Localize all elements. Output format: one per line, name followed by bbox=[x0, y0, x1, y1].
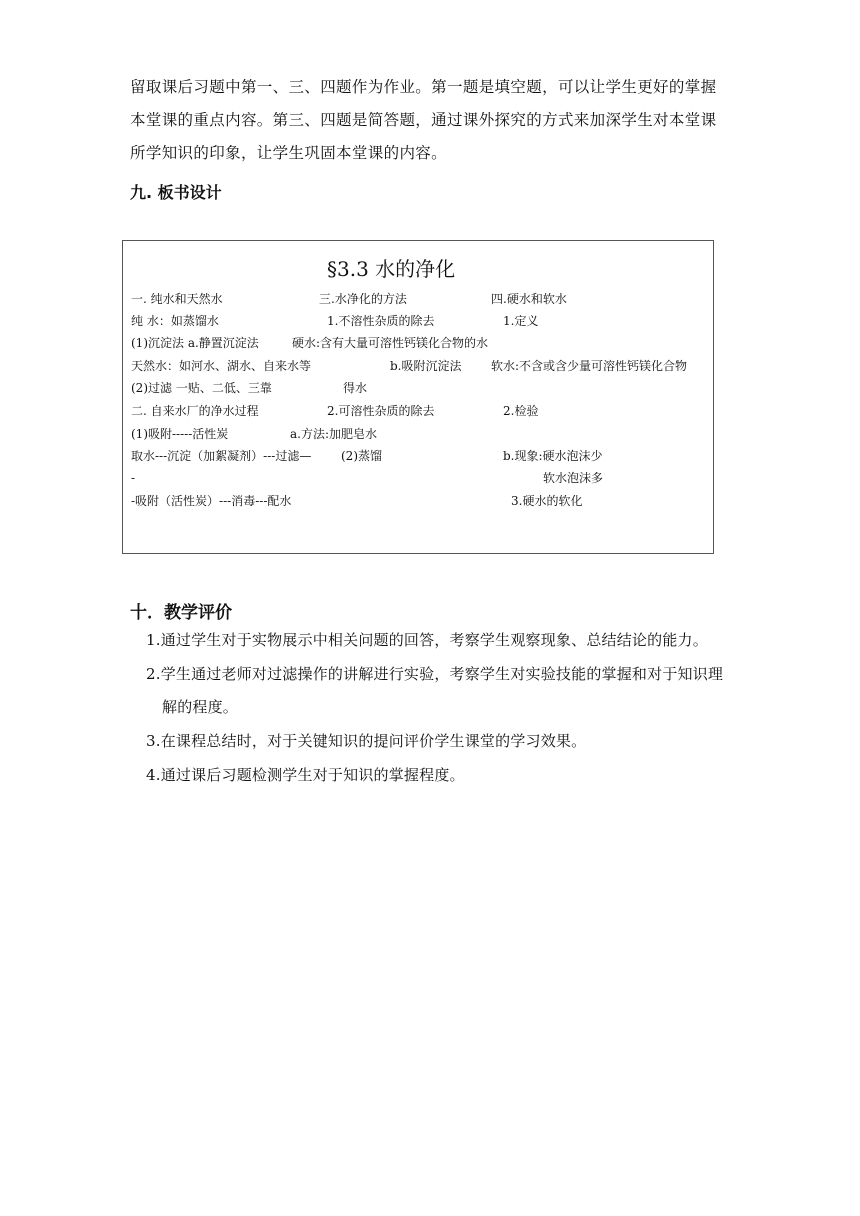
section-heading-teaching-evaluation: 十．教学评价 bbox=[130, 603, 232, 623]
board-line: 软水:不含或含少量可溶性钙镁化合物 bbox=[491, 359, 688, 373]
board-line: (1)吸附-----活性炭 bbox=[131, 427, 229, 441]
evaluation-item-text: 2.学生通过老师对过滤操作的讲解进行实验，考察学生对实验技能的掌握和对于知识理解的程度。 bbox=[146, 665, 724, 716]
board-line: 3.硬水的软化 bbox=[511, 494, 583, 508]
section-heading-board-design: 九. 板书设计 bbox=[130, 183, 222, 202]
board-line: b.现象:硬水泡沫少 bbox=[503, 449, 603, 463]
board-line: 二. 自来水厂的净水过程 bbox=[131, 404, 259, 418]
board-line: 取水---沉淀（加絮凝剂）---过滤— bbox=[131, 449, 312, 463]
board-line: 得水 bbox=[343, 381, 368, 395]
board-line: (2)过滤 一贴、二低、三靠 bbox=[131, 381, 272, 395]
board-line: 1.不溶性杂质的除去 bbox=[327, 314, 435, 328]
board-line: -吸附（活性炭）---消毒---配水 bbox=[131, 494, 292, 508]
board-line: 2.检验 bbox=[503, 404, 539, 418]
board-line: (2)蒸馏 bbox=[341, 449, 382, 463]
evaluation-item: 3.在课程总结时，对于关键知识的提问评价学生课堂的学习效果。 bbox=[146, 732, 587, 750]
evaluation-item bbox=[146, 658, 736, 724]
board-line: 四.硬水和软水 bbox=[491, 292, 567, 306]
board-line: 天然水：如河水、湖水、自来水等 bbox=[131, 359, 312, 373]
blackboard-design-box bbox=[122, 240, 714, 554]
board-line: b.吸附沉淀法 bbox=[390, 359, 462, 373]
intro-paragraph: 留取课后习题中第一、三、四题作为作业。第一题是填空题，可以让学生更好的掌握本堂课的重点内容。第三、四题是简答题，通过课外探究的方式来加深学生对本堂课所学知识的印象，让学生巩固本堂课的内容。 bbox=[130, 78, 717, 162]
board-line: 2.可溶性杂质的除去 bbox=[327, 404, 435, 418]
board-line: 三.水净化的方法 bbox=[319, 292, 407, 306]
board-line: 1.定义 bbox=[503, 314, 539, 328]
board-line: (1)沉淀法 a.静置沉淀法 bbox=[131, 336, 259, 350]
board-line: 一. 纯水和天然水 bbox=[131, 292, 223, 306]
board-line: 软水泡沫多 bbox=[543, 471, 604, 485]
board-line: 纯 水：如蒸馏水 bbox=[131, 314, 219, 328]
board-line: - bbox=[131, 471, 136, 485]
board-line: a.方法:加肥皂水 bbox=[290, 427, 378, 441]
evaluation-item: 1.通过学生对于实物展示中相关问题的回答，考察学生观察现象、总结结论的能力。 bbox=[146, 631, 708, 649]
evaluation-item: 4.通过课后习题检测学生对于知识的掌握程度。 bbox=[146, 766, 465, 784]
board-title: §3.3 水的净化 bbox=[327, 257, 456, 281]
board-line: 硬水:含有大量可溶性钙镁化合物的水 bbox=[292, 336, 489, 350]
